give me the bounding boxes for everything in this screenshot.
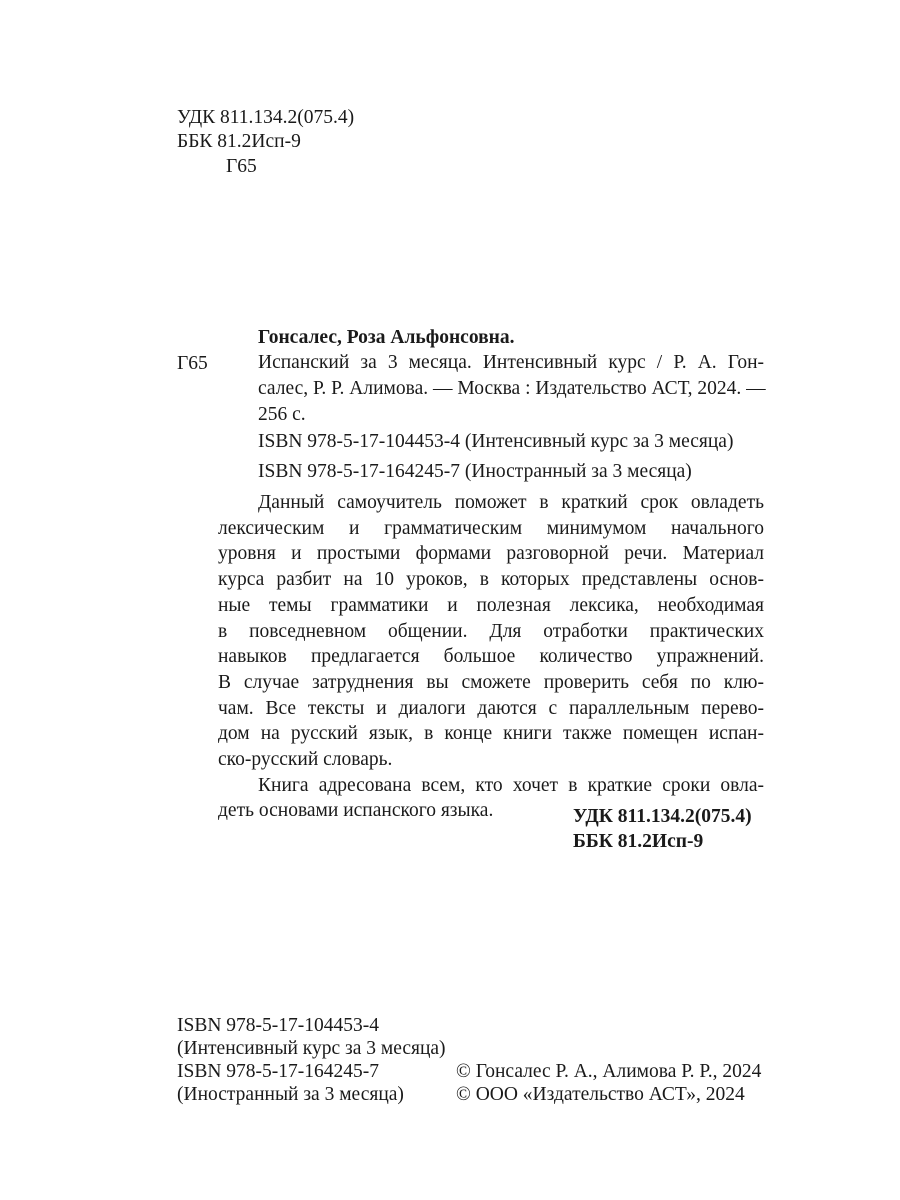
footer-isbn-1: ISBN 978-5-17-104453-4 [177, 1015, 380, 1036]
bib-line: 256 с. [258, 404, 306, 425]
footer-isbn-2-note: (Иностранный за 3 месяца) [177, 1084, 404, 1105]
annotation-line: курса разбит на 10 уроков, в которых представлены основ- [218, 569, 764, 591]
isbn-record-1: ISBN 978-5-17-104453-4 (Интенсивный курс за 3 месяца) [258, 431, 734, 452]
bib-line: салес, Р. Р. Алимова. — Москва : Издательство АСТ, 2024. — [258, 378, 766, 399]
footer-isbn-2: ISBN 978-5-17-164245-7 [177, 1061, 380, 1082]
annotation-line: чам. Все тексты и диалоги даются с параллельным перево- [218, 697, 764, 719]
bibliographic-record [258, 350, 764, 428]
author-heading: Гонсалес, Роза Альфонсовна. [258, 327, 515, 348]
annotation-line: уровня и простыми формами разговорной речи. Материал [218, 543, 764, 565]
annotation-line: дом на русский язык, в конце книги также помещен испан- [218, 723, 764, 745]
annotation-line: В случае затруднения вы сможете проверить себя по клю- [218, 671, 764, 693]
copyright-authors: © Гонсалес Р. А., Алимова Р. Р., 2024 [456, 1061, 762, 1082]
annotation [218, 490, 764, 824]
copyright-publisher: © ООО «Издательство АСТ», 2024 [456, 1084, 745, 1105]
annotation-line: лексическим и грамматическим минимумом начального [218, 517, 764, 539]
author-code-side: Г65 [177, 353, 208, 374]
annotation-line: ные темы грамматики и полезная лексика, необходимая [218, 594, 764, 616]
annotation-line: ско-русский словарь. [218, 749, 393, 771]
udk-code: УДК 811.134.2(075.4) [177, 107, 355, 128]
isbn-record-2: ISBN 978-5-17-164245-7 (Иностранный за 3 месяца) [258, 461, 692, 482]
annotation-line: навыков предлагается большое количество упражнений. [218, 646, 764, 668]
annotation-line: Данный самоучитель поможет в краткий срок овладеть [258, 492, 764, 513]
bbk-code: ББК 81.2Исп-9 [177, 131, 301, 152]
annotation-line: Книга адресована всем, кто хочет в краткие сроки овла- [258, 774, 764, 796]
bib-line: Испанский за 3 месяца. Интенсивный курс / Р. А. Гон- [258, 352, 764, 373]
classification-udk: УДК 811.134.2(075.4) [573, 806, 752, 827]
classification-bbk: ББК 81.2Исп-9 [573, 831, 704, 852]
annotation-line: в повседневном общении. Для отработки практических [218, 620, 764, 642]
footer-isbn-1-note: (Интенсивный курс за 3 месяца) [177, 1038, 446, 1059]
author-code: Г65 [226, 156, 257, 177]
annotation-line: деть основами испанского языка. [218, 800, 494, 822]
